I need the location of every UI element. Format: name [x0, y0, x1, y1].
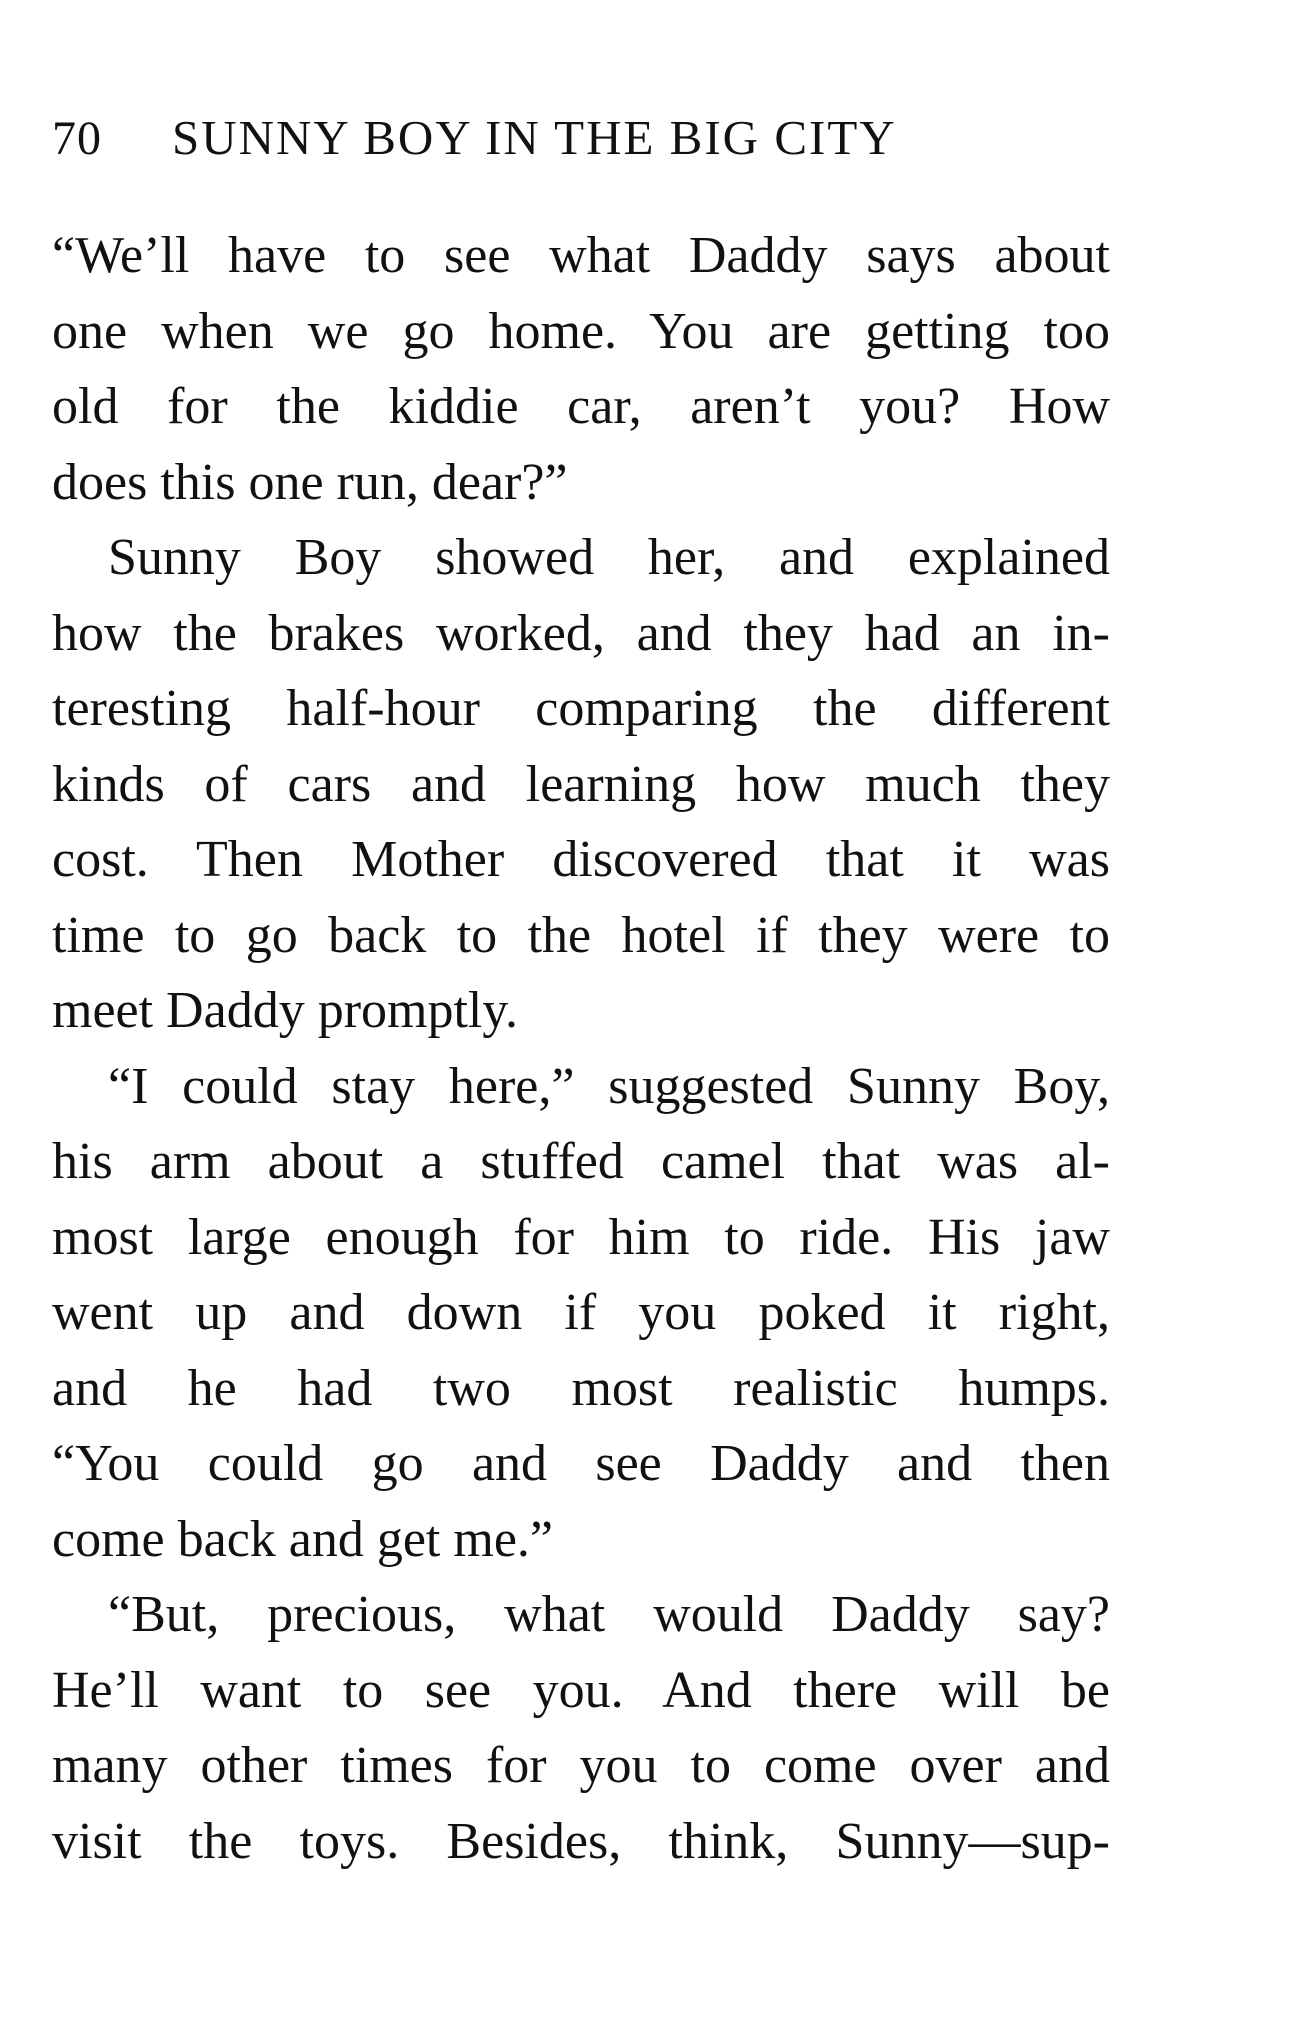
- text-line: his arm about a stuffed camel that was al-: [52, 1133, 1110, 1190]
- text-line: meet Daddy promptly.: [52, 982, 518, 1039]
- text-line: “I could stay here,” suggested Sunny Boy,: [108, 1057, 1110, 1115]
- text-line: most large enough for him to ride. His jaw: [52, 1208, 1110, 1266]
- text-line: how the brakes worked, and they had an in-: [52, 604, 1110, 662]
- text-line: and he had two most realistic humps.: [52, 1359, 1110, 1417]
- text-line: many other times for you to come over and: [52, 1737, 1110, 1794]
- text-line: Sunny Boy showed her, and explained: [108, 529, 1110, 586]
- text-line: time to go back to the hotel if they were to: [52, 906, 1110, 964]
- text-line: cost. Then Mother discovered that it was: [52, 831, 1110, 888]
- text-line: “But, precious, what would Daddy say?: [108, 1586, 1110, 1643]
- text-line: come back and get me.”: [52, 1510, 553, 1568]
- text-line: teresting half-hour comparing the different: [52, 680, 1110, 737]
- running-head: [52, 108, 1112, 168]
- text-line: He’ll want to see you. And there will be: [52, 1661, 1110, 1719]
- text-line: old for the kiddie car, aren’t you? How: [52, 378, 1110, 435]
- body-text: [52, 218, 1110, 1879]
- text-line: went up and down if you poked it right,: [52, 1284, 1110, 1341]
- text-line: visit the toys. Besides, think, Sunny—sup-: [52, 1812, 1110, 1870]
- text-line: “We’ll have to see what Daddy says about: [52, 227, 1110, 284]
- text-line: one when we go home. You are getting too: [52, 302, 1110, 360]
- text-line: kinds of cars and learning how much they: [52, 755, 1110, 813]
- text-line: does this one run, dear?”: [52, 453, 568, 511]
- page-number: 70: [52, 112, 102, 165]
- text-line: “You could go and see Daddy and then: [52, 1435, 1110, 1492]
- book-title: SUNNY BOY IN THE BIG CITY: [172, 110, 897, 165]
